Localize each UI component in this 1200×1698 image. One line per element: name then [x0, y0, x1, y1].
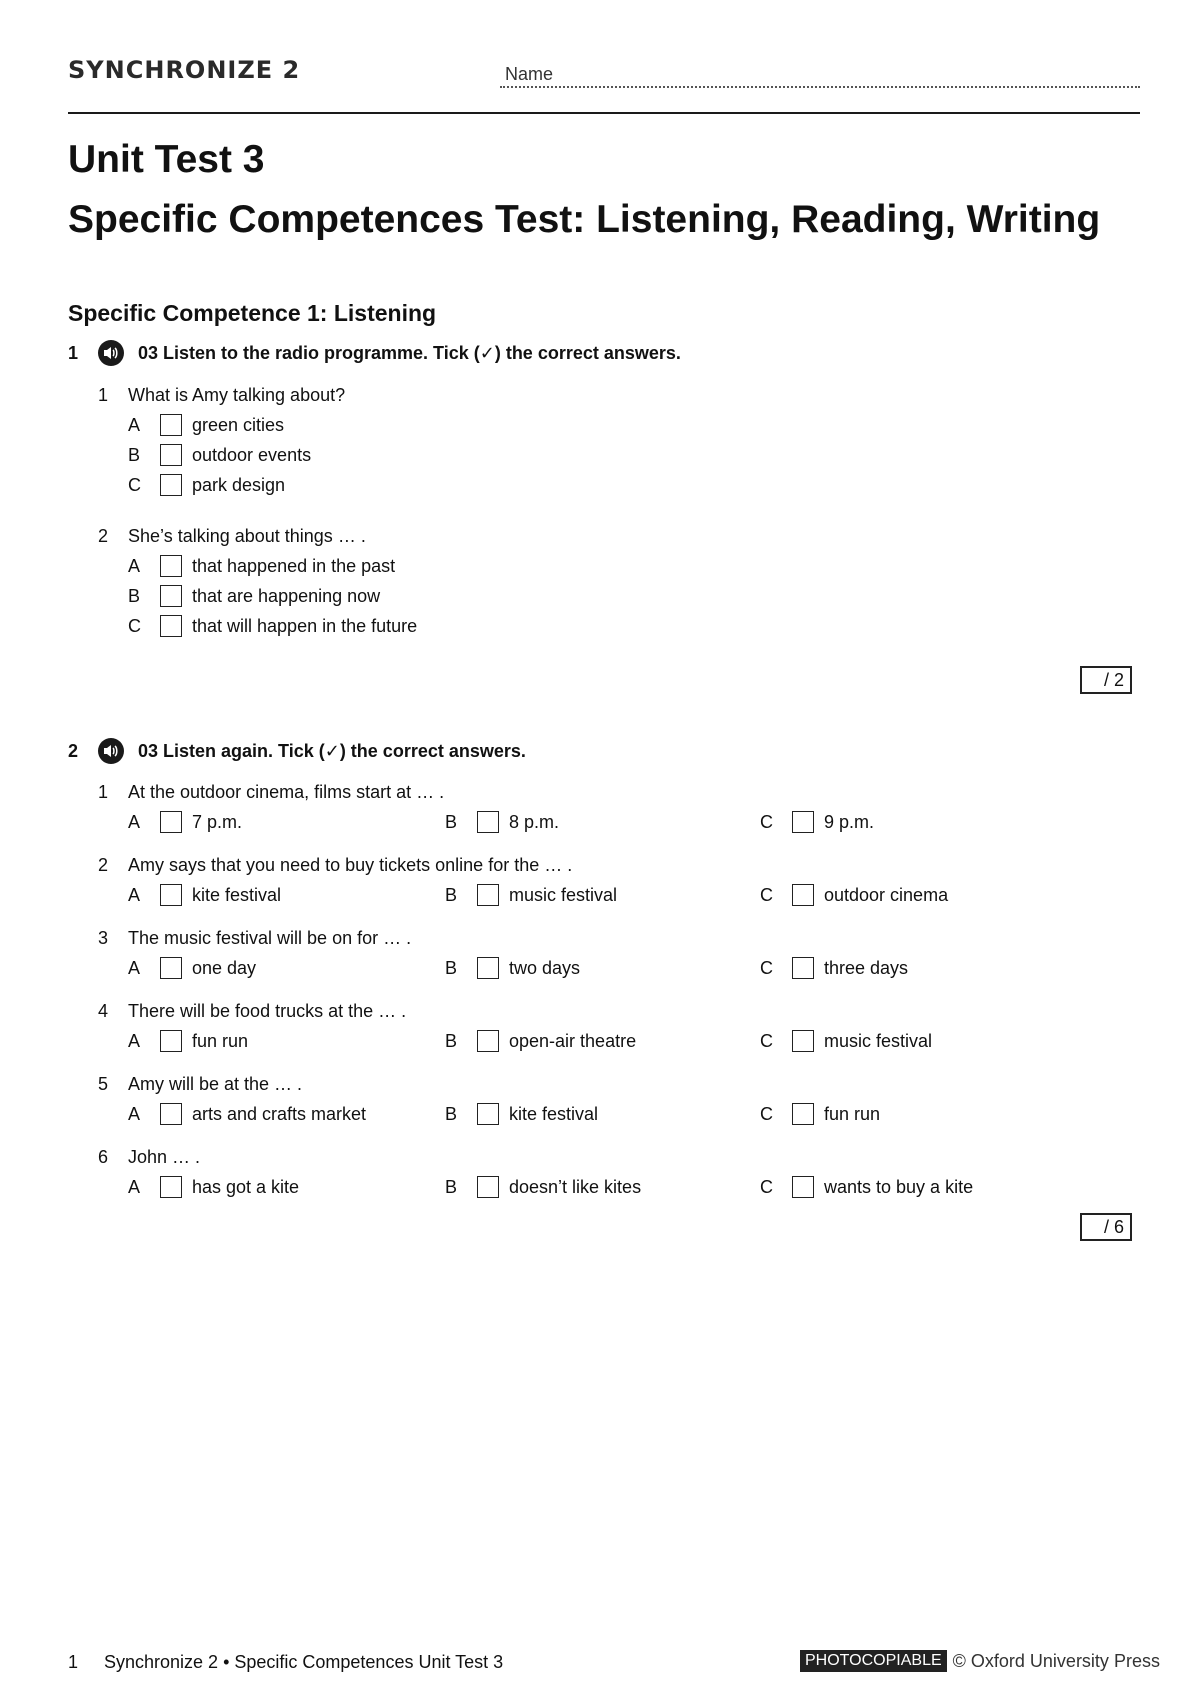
- question-text: The music festival will be on for … .: [128, 928, 412, 948]
- tick-box[interactable]: [477, 957, 499, 979]
- option: B kite festival: [445, 1103, 599, 1124]
- option: C outdoor cinema: [760, 884, 949, 905]
- question-text: At the outdoor cinema, films start at … .: [128, 782, 445, 802]
- header-divider: [68, 112, 1140, 114]
- tick-box[interactable]: [160, 615, 182, 637]
- question-number: 3: [98, 928, 109, 948]
- exercise-1-heading: [68, 340, 681, 366]
- option: A kite festival: [128, 884, 282, 905]
- tick-box[interactable]: [792, 884, 814, 906]
- option: A one day: [128, 957, 257, 978]
- option: B two days: [445, 957, 581, 978]
- option: B music festival: [445, 884, 618, 905]
- question-number: 1: [98, 385, 109, 405]
- question-number: 5: [98, 1074, 109, 1094]
- question-text: Amy will be at the … .: [128, 1074, 303, 1094]
- option: B doesn’t like kites: [445, 1176, 642, 1197]
- tick-box[interactable]: [160, 444, 182, 466]
- option: B open-air theatre: [445, 1030, 637, 1051]
- audio-icon[interactable]: [98, 340, 124, 366]
- audio-icon[interactable]: [98, 738, 124, 764]
- question: [98, 928, 411, 949]
- tick-box[interactable]: [160, 474, 182, 496]
- exercise-2-heading: [68, 738, 526, 764]
- footer-text: 1 Synchronize 2 • Specific Competences Unit Test 3: [68, 1652, 504, 1672]
- option: C 9 p.m.: [760, 811, 875, 832]
- tick-box[interactable]: [160, 555, 182, 577]
- question-number: 4: [98, 1001, 109, 1021]
- tick-box[interactable]: [160, 957, 182, 979]
- question-number: 2: [98, 526, 109, 546]
- tick-box[interactable]: [477, 884, 499, 906]
- tick-box[interactable]: [792, 957, 814, 979]
- page-number: 1: [68, 1652, 79, 1672]
- question-number: 6: [98, 1147, 109, 1167]
- question: [98, 855, 572, 876]
- exercise-number: 1: [68, 342, 79, 363]
- question: [98, 782, 444, 803]
- question-text: John … .: [128, 1147, 201, 1167]
- tick-box[interactable]: [792, 1030, 814, 1052]
- option: B outdoor events: [128, 444, 312, 465]
- footer-copyright: PHOTOCOPIABLE © Oxford University Press: [800, 1650, 1160, 1672]
- option: C music festival: [760, 1030, 933, 1051]
- name-field[interactable]: [500, 86, 1140, 88]
- tick-box[interactable]: [160, 811, 182, 833]
- photocopiable-badge: PHOTOCOPIABLE: [800, 1650, 947, 1672]
- option: C fun run: [760, 1103, 881, 1124]
- option: A green cities: [128, 414, 285, 435]
- section-heading: Specific Competence 1: Listening: [68, 300, 437, 326]
- option: C three days: [760, 957, 909, 978]
- tick-box[interactable]: [477, 811, 499, 833]
- question-number: 1: [98, 782, 109, 802]
- exercise-instruction: 03 Listen to the radio programme. Tick (✓) the correct answers.: [138, 342, 681, 363]
- question: [98, 1147, 200, 1168]
- tick-box[interactable]: [160, 585, 182, 607]
- tick-box[interactable]: [792, 811, 814, 833]
- score-box: / 6: [1080, 1213, 1132, 1241]
- tick-box[interactable]: [477, 1103, 499, 1125]
- tick-box[interactable]: [160, 884, 182, 906]
- option: C park design: [128, 474, 286, 495]
- option: A 7 p.m.: [128, 811, 243, 832]
- tick-box[interactable]: [160, 1103, 182, 1125]
- option: A fun run: [128, 1030, 249, 1051]
- option: B that are happening now: [128, 585, 381, 606]
- tick-box[interactable]: [160, 1176, 182, 1198]
- option: C that will happen in the future: [128, 615, 418, 636]
- question: [98, 385, 345, 406]
- name-label: Name: [505, 64, 554, 84]
- page-title: Unit Test 3: [68, 138, 265, 181]
- question: [98, 1001, 406, 1022]
- tick-box[interactable]: [792, 1103, 814, 1125]
- option: A arts and crafts market: [128, 1103, 367, 1124]
- exercise-number: 2: [68, 740, 79, 761]
- tick-box[interactable]: [477, 1176, 499, 1198]
- tick-box[interactable]: [477, 1030, 499, 1052]
- option: B 8 p.m.: [445, 811, 560, 832]
- option: A has got a kite: [128, 1176, 300, 1197]
- tick-box[interactable]: [160, 1030, 182, 1052]
- question: [98, 526, 366, 547]
- tick-box[interactable]: [160, 414, 182, 436]
- exercise-instruction: 03 Listen again. Tick (✓) the correct answers.: [138, 740, 526, 761]
- option: A that happened in the past: [128, 555, 396, 576]
- question: [98, 1074, 302, 1095]
- option: C wants to buy a kite: [760, 1176, 974, 1197]
- question-number: 2: [98, 855, 109, 875]
- question-text: What is Amy talking about?: [128, 385, 346, 405]
- logo: SYNCHRONIZE 2: [68, 56, 301, 84]
- question-text: She’s talking about things … .: [128, 526, 366, 546]
- tick-box[interactable]: [792, 1176, 814, 1198]
- page-subtitle: Specific Competences Test: Listening, Reading, Writing: [68, 198, 1101, 241]
- question-text: There will be food trucks at the … .: [128, 1001, 407, 1021]
- question-text: Amy says that you need to buy tickets online for the … .: [128, 855, 573, 875]
- score-box: / 2: [1080, 666, 1132, 694]
